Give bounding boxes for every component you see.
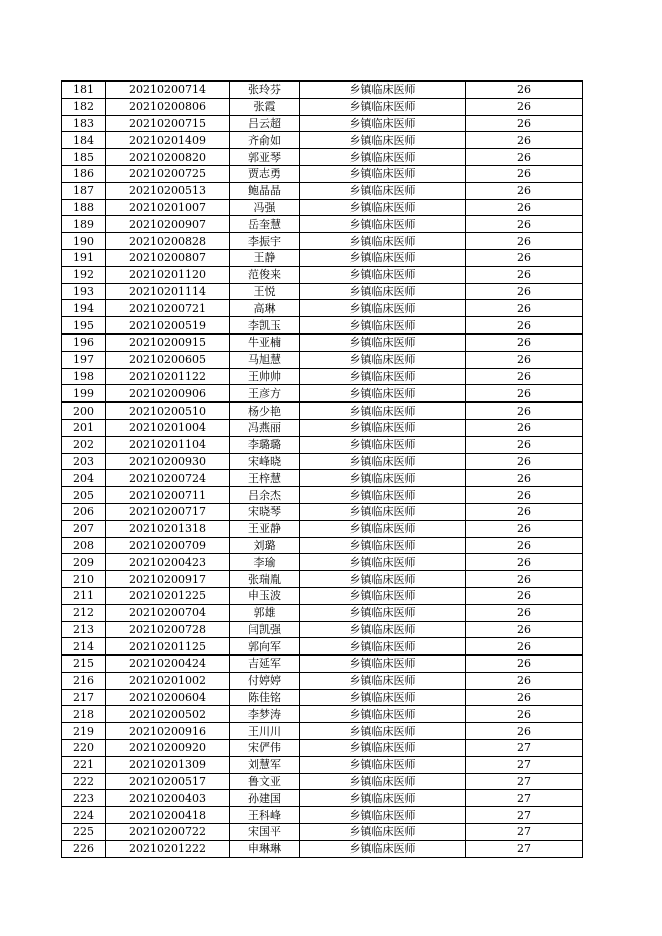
name-cell: 申玉波 bbox=[230, 587, 300, 604]
rank-cell: 188 bbox=[62, 199, 106, 216]
table-row bbox=[62, 249, 583, 266]
position-cell: 乡镇临床医师 bbox=[300, 266, 466, 283]
table-row bbox=[62, 689, 583, 706]
exam-id-cell: 20210200418 bbox=[106, 807, 230, 824]
rank-cell: 192 bbox=[62, 266, 106, 283]
position-cell: 乡镇临床医师 bbox=[300, 368, 466, 385]
score-cell: 27 bbox=[466, 840, 583, 857]
name-cell: 孙建国 bbox=[230, 790, 300, 807]
exam-id-cell: 20210200907 bbox=[106, 216, 230, 233]
rank-cell: 213 bbox=[62, 621, 106, 638]
rank-cell: 190 bbox=[62, 233, 106, 250]
name-cell: 王科峰 bbox=[230, 807, 300, 824]
name-cell: 王梓慧 bbox=[230, 470, 300, 487]
name-cell: 刘慧军 bbox=[230, 756, 300, 773]
exam-id-cell: 20210200513 bbox=[106, 182, 230, 199]
exam-id-cell: 20210201004 bbox=[106, 419, 230, 436]
position-cell: 乡镇临床医师 bbox=[300, 756, 466, 773]
exam-id-cell: 20210201409 bbox=[106, 132, 230, 149]
rank-cell: 208 bbox=[62, 537, 106, 554]
rank-cell: 206 bbox=[62, 503, 106, 520]
rank-cell: 194 bbox=[62, 300, 106, 317]
table-row bbox=[62, 756, 583, 773]
position-cell: 乡镇临床医师 bbox=[300, 790, 466, 807]
score-cell: 26 bbox=[466, 385, 583, 402]
position-cell: 乡镇临床医师 bbox=[300, 149, 466, 166]
score-cell: 27 bbox=[466, 824, 583, 841]
name-cell: 李梦涛 bbox=[230, 706, 300, 723]
position-cell: 乡镇临床医师 bbox=[300, 621, 466, 638]
exam-id-cell: 20210200403 bbox=[106, 790, 230, 807]
rank-cell: 200 bbox=[62, 402, 106, 419]
position-cell: 乡镇临床医师 bbox=[300, 216, 466, 233]
exam-id-cell: 20210201114 bbox=[106, 283, 230, 300]
exam-id-cell: 20210200714 bbox=[106, 81, 230, 98]
table-row bbox=[62, 182, 583, 199]
exam-id-cell: 20210200709 bbox=[106, 537, 230, 554]
table-row bbox=[62, 419, 583, 436]
score-cell: 26 bbox=[466, 554, 583, 571]
exam-id-cell: 20210200519 bbox=[106, 317, 230, 334]
table-row bbox=[62, 266, 583, 283]
exam-id-cell: 20210201222 bbox=[106, 840, 230, 857]
position-cell: 乡镇临床医师 bbox=[300, 182, 466, 199]
exam-id-cell: 20210200722 bbox=[106, 824, 230, 841]
table-row bbox=[62, 81, 583, 98]
table-body bbox=[62, 81, 583, 857]
rank-cell: 215 bbox=[62, 655, 106, 672]
position-cell: 乡镇临床医师 bbox=[300, 537, 466, 554]
table-row bbox=[62, 571, 583, 588]
name-cell: 宋晓琴 bbox=[230, 503, 300, 520]
table-row bbox=[62, 537, 583, 554]
rank-cell: 219 bbox=[62, 723, 106, 740]
rank-cell: 205 bbox=[62, 487, 106, 504]
name-cell: 齐俞如 bbox=[230, 132, 300, 149]
name-cell: 郭向军 bbox=[230, 638, 300, 655]
rank-cell: 204 bbox=[62, 470, 106, 487]
position-cell: 乡镇临床医师 bbox=[300, 115, 466, 132]
position-cell: 乡镇临床医师 bbox=[300, 840, 466, 857]
score-cell: 26 bbox=[466, 199, 583, 216]
score-cell: 26 bbox=[466, 723, 583, 740]
position-cell: 乡镇临床医师 bbox=[300, 773, 466, 790]
table-row bbox=[62, 520, 583, 537]
rank-cell: 196 bbox=[62, 334, 106, 351]
score-cell: 26 bbox=[466, 283, 583, 300]
name-cell: 刘璐 bbox=[230, 537, 300, 554]
exam-id-cell: 20210201120 bbox=[106, 266, 230, 283]
table-row bbox=[62, 436, 583, 453]
name-cell: 吉延军 bbox=[230, 655, 300, 672]
score-cell: 26 bbox=[466, 706, 583, 723]
exam-id-cell: 20210201007 bbox=[106, 199, 230, 216]
exam-id-cell: 20210200930 bbox=[106, 453, 230, 470]
exam-id-cell: 20210200717 bbox=[106, 503, 230, 520]
name-cell: 李振宇 bbox=[230, 233, 300, 250]
rank-cell: 195 bbox=[62, 317, 106, 334]
name-cell: 鲍晶晶 bbox=[230, 182, 300, 199]
name-cell: 王静 bbox=[230, 249, 300, 266]
exam-id-cell: 20210200711 bbox=[106, 487, 230, 504]
rank-cell: 218 bbox=[62, 706, 106, 723]
score-cell: 26 bbox=[466, 115, 583, 132]
score-cell: 26 bbox=[466, 351, 583, 368]
exam-id-cell: 20210200915 bbox=[106, 334, 230, 351]
table-row bbox=[62, 368, 583, 385]
rank-cell: 221 bbox=[62, 756, 106, 773]
rank-cell: 181 bbox=[62, 81, 106, 98]
table-row bbox=[62, 165, 583, 182]
position-cell: 乡镇临床医师 bbox=[300, 453, 466, 470]
rank-cell: 209 bbox=[62, 554, 106, 571]
exam-id-cell: 20210200604 bbox=[106, 689, 230, 706]
table-row bbox=[62, 840, 583, 857]
table-row bbox=[62, 604, 583, 621]
table-row bbox=[62, 621, 583, 638]
exam-id-cell: 20210200517 bbox=[106, 773, 230, 790]
position-cell: 乡镇临床医师 bbox=[300, 706, 466, 723]
score-cell: 26 bbox=[466, 571, 583, 588]
rank-cell: 223 bbox=[62, 790, 106, 807]
exam-id-cell: 20210200605 bbox=[106, 351, 230, 368]
exam-id-cell: 20210200725 bbox=[106, 165, 230, 182]
table-row bbox=[62, 773, 583, 790]
rank-cell: 203 bbox=[62, 453, 106, 470]
table-row bbox=[62, 334, 583, 351]
name-cell: 岳奎慧 bbox=[230, 216, 300, 233]
name-cell: 高琳 bbox=[230, 300, 300, 317]
name-cell: 张玲芬 bbox=[230, 81, 300, 98]
position-cell: 乡镇临床医师 bbox=[300, 689, 466, 706]
name-cell: 宋峰晓 bbox=[230, 453, 300, 470]
position-cell: 乡镇临床医师 bbox=[300, 554, 466, 571]
exam-id-cell: 20210200704 bbox=[106, 604, 230, 621]
name-cell: 宋国平 bbox=[230, 824, 300, 841]
score-cell: 26 bbox=[466, 537, 583, 554]
table-row bbox=[62, 487, 583, 504]
score-cell: 27 bbox=[466, 807, 583, 824]
exam-id-cell: 20210200510 bbox=[106, 402, 230, 419]
name-cell: 冯燕丽 bbox=[230, 419, 300, 436]
table-row bbox=[62, 554, 583, 571]
table-row bbox=[62, 470, 583, 487]
position-cell: 乡镇临床医师 bbox=[300, 807, 466, 824]
score-cell: 26 bbox=[466, 266, 583, 283]
name-cell: 陈佳铭 bbox=[230, 689, 300, 706]
position-cell: 乡镇临床医师 bbox=[300, 740, 466, 757]
rank-cell: 193 bbox=[62, 283, 106, 300]
table-row bbox=[62, 706, 583, 723]
name-cell: 张瑞胤 bbox=[230, 571, 300, 588]
name-cell: 冯强 bbox=[230, 199, 300, 216]
rank-cell: 187 bbox=[62, 182, 106, 199]
score-cell: 26 bbox=[466, 587, 583, 604]
name-cell: 王悦 bbox=[230, 283, 300, 300]
position-cell: 乡镇临床医师 bbox=[300, 317, 466, 334]
score-cell: 26 bbox=[466, 638, 583, 655]
name-cell: 郭亚琴 bbox=[230, 149, 300, 166]
table-row bbox=[62, 723, 583, 740]
name-cell: 吕云超 bbox=[230, 115, 300, 132]
name-cell: 张霞 bbox=[230, 98, 300, 115]
table-row bbox=[62, 587, 583, 604]
rank-cell: 210 bbox=[62, 571, 106, 588]
position-cell: 乡镇临床医师 bbox=[300, 300, 466, 317]
position-cell: 乡镇临床医师 bbox=[300, 351, 466, 368]
exam-id-cell: 20210201309 bbox=[106, 756, 230, 773]
exam-id-cell: 20210200828 bbox=[106, 233, 230, 250]
score-cell: 26 bbox=[466, 621, 583, 638]
table-row bbox=[62, 132, 583, 149]
position-cell: 乡镇临床医师 bbox=[300, 520, 466, 537]
exam-id-cell: 20210200724 bbox=[106, 470, 230, 487]
rank-cell: 201 bbox=[62, 419, 106, 436]
position-cell: 乡镇临床医师 bbox=[300, 98, 466, 115]
table-row bbox=[62, 300, 583, 317]
name-cell: 王川川 bbox=[230, 723, 300, 740]
rank-cell: 183 bbox=[62, 115, 106, 132]
rank-cell: 199 bbox=[62, 385, 106, 402]
position-cell: 乡镇临床医师 bbox=[300, 470, 466, 487]
table-row bbox=[62, 740, 583, 757]
rank-cell: 202 bbox=[62, 436, 106, 453]
exam-id-cell: 20210200916 bbox=[106, 723, 230, 740]
position-cell: 乡镇临床医师 bbox=[300, 334, 466, 351]
rank-cell: 198 bbox=[62, 368, 106, 385]
ranking-table bbox=[61, 80, 583, 858]
score-cell: 26 bbox=[466, 165, 583, 182]
position-cell: 乡镇临床医师 bbox=[300, 249, 466, 266]
exam-id-cell: 20210200806 bbox=[106, 98, 230, 115]
name-cell: 王帅帅 bbox=[230, 368, 300, 385]
name-cell: 李凯玉 bbox=[230, 317, 300, 334]
rank-cell: 189 bbox=[62, 216, 106, 233]
position-cell: 乡镇临床医师 bbox=[300, 571, 466, 588]
position-cell: 乡镇临床医师 bbox=[300, 723, 466, 740]
score-cell: 27 bbox=[466, 790, 583, 807]
score-cell: 26 bbox=[466, 317, 583, 334]
exam-id-cell: 20210200423 bbox=[106, 554, 230, 571]
exam-id-cell: 20210200424 bbox=[106, 655, 230, 672]
name-cell: 李瑜 bbox=[230, 554, 300, 571]
position-cell: 乡镇临床医师 bbox=[300, 402, 466, 419]
name-cell: 范俊来 bbox=[230, 266, 300, 283]
score-cell: 26 bbox=[466, 470, 583, 487]
name-cell: 李璐璐 bbox=[230, 436, 300, 453]
exam-id-cell: 20210200906 bbox=[106, 385, 230, 402]
table-row bbox=[62, 672, 583, 689]
position-cell: 乡镇临床医师 bbox=[300, 672, 466, 689]
table-row bbox=[62, 149, 583, 166]
exam-id-cell: 20210200820 bbox=[106, 149, 230, 166]
name-cell: 付婷婷 bbox=[230, 672, 300, 689]
score-cell: 26 bbox=[466, 520, 583, 537]
table-row bbox=[62, 351, 583, 368]
exam-id-cell: 20210200807 bbox=[106, 249, 230, 266]
table-row bbox=[62, 453, 583, 470]
rank-cell: 186 bbox=[62, 165, 106, 182]
score-cell: 26 bbox=[466, 672, 583, 689]
rank-cell: 216 bbox=[62, 672, 106, 689]
score-cell: 26 bbox=[466, 81, 583, 98]
rank-cell: 211 bbox=[62, 587, 106, 604]
score-cell: 26 bbox=[466, 149, 583, 166]
rank-cell: 182 bbox=[62, 98, 106, 115]
name-cell: 杨少艳 bbox=[230, 402, 300, 419]
position-cell: 乡镇临床医师 bbox=[300, 487, 466, 504]
table-row bbox=[62, 283, 583, 300]
name-cell: 鲁文亚 bbox=[230, 773, 300, 790]
score-cell: 26 bbox=[466, 300, 583, 317]
score-cell: 26 bbox=[466, 453, 583, 470]
name-cell: 王彦方 bbox=[230, 385, 300, 402]
score-cell: 26 bbox=[466, 216, 583, 233]
name-cell: 王亚静 bbox=[230, 520, 300, 537]
table-row bbox=[62, 655, 583, 672]
name-cell: 贾志勇 bbox=[230, 165, 300, 182]
name-cell: 宋俨伟 bbox=[230, 740, 300, 757]
rank-cell: 222 bbox=[62, 773, 106, 790]
score-cell: 26 bbox=[466, 419, 583, 436]
position-cell: 乡镇临床医师 bbox=[300, 587, 466, 604]
table-row bbox=[62, 638, 583, 655]
exam-id-cell: 20210201318 bbox=[106, 520, 230, 537]
exam-id-cell: 20210201125 bbox=[106, 638, 230, 655]
table-row bbox=[62, 385, 583, 402]
score-cell: 26 bbox=[466, 402, 583, 419]
table-row bbox=[62, 317, 583, 334]
rank-cell: 214 bbox=[62, 638, 106, 655]
table-row bbox=[62, 115, 583, 132]
table-row bbox=[62, 807, 583, 824]
position-cell: 乡镇临床医师 bbox=[300, 503, 466, 520]
score-cell: 26 bbox=[466, 436, 583, 453]
rank-cell: 220 bbox=[62, 740, 106, 757]
name-cell: 闫凯强 bbox=[230, 621, 300, 638]
name-cell: 申琳琳 bbox=[230, 840, 300, 857]
table-row bbox=[62, 98, 583, 115]
name-cell: 郭雄 bbox=[230, 604, 300, 621]
exam-id-cell: 20210200721 bbox=[106, 300, 230, 317]
position-cell: 乡镇临床医师 bbox=[300, 385, 466, 402]
position-cell: 乡镇临床医师 bbox=[300, 199, 466, 216]
score-cell: 26 bbox=[466, 249, 583, 266]
table-row bbox=[62, 824, 583, 841]
rank-cell: 224 bbox=[62, 807, 106, 824]
position-cell: 乡镇临床医师 bbox=[300, 436, 466, 453]
position-cell: 乡镇临床医师 bbox=[300, 233, 466, 250]
score-cell: 26 bbox=[466, 132, 583, 149]
position-cell: 乡镇临床医师 bbox=[300, 283, 466, 300]
table-row bbox=[62, 233, 583, 250]
exam-id-cell: 20210201225 bbox=[106, 587, 230, 604]
rank-cell: 212 bbox=[62, 604, 106, 621]
exam-id-cell: 20210201002 bbox=[106, 672, 230, 689]
score-cell: 26 bbox=[466, 487, 583, 504]
rank-cell: 184 bbox=[62, 132, 106, 149]
score-cell: 27 bbox=[466, 773, 583, 790]
name-cell: 吕余杰 bbox=[230, 487, 300, 504]
position-cell: 乡镇临床医师 bbox=[300, 638, 466, 655]
score-cell: 26 bbox=[466, 98, 583, 115]
score-cell: 26 bbox=[466, 655, 583, 672]
exam-id-cell: 20210200920 bbox=[106, 740, 230, 757]
score-cell: 26 bbox=[466, 182, 583, 199]
rank-cell: 217 bbox=[62, 689, 106, 706]
table-row bbox=[62, 402, 583, 419]
table-row bbox=[62, 216, 583, 233]
table-row bbox=[62, 199, 583, 216]
position-cell: 乡镇临床医师 bbox=[300, 824, 466, 841]
exam-id-cell: 20210200502 bbox=[106, 706, 230, 723]
rank-cell: 225 bbox=[62, 824, 106, 841]
rank-cell: 226 bbox=[62, 840, 106, 857]
rank-cell: 191 bbox=[62, 249, 106, 266]
name-cell: 牛亚楠 bbox=[230, 334, 300, 351]
score-cell: 26 bbox=[466, 689, 583, 706]
exam-id-cell: 20210201122 bbox=[106, 368, 230, 385]
table-row bbox=[62, 503, 583, 520]
exam-id-cell: 20210200728 bbox=[106, 621, 230, 638]
rank-cell: 197 bbox=[62, 351, 106, 368]
table-row bbox=[62, 790, 583, 807]
score-cell: 26 bbox=[466, 233, 583, 250]
score-cell: 27 bbox=[466, 756, 583, 773]
rank-cell: 207 bbox=[62, 520, 106, 537]
exam-id-cell: 20210200917 bbox=[106, 571, 230, 588]
position-cell: 乡镇临床医师 bbox=[300, 419, 466, 436]
position-cell: 乡镇临床医师 bbox=[300, 165, 466, 182]
position-cell: 乡镇临床医师 bbox=[300, 604, 466, 621]
score-cell: 26 bbox=[466, 604, 583, 621]
position-cell: 乡镇临床医师 bbox=[300, 655, 466, 672]
score-cell: 27 bbox=[466, 740, 583, 757]
rank-cell: 185 bbox=[62, 149, 106, 166]
name-cell: 马旭慧 bbox=[230, 351, 300, 368]
exam-id-cell: 20210201104 bbox=[106, 436, 230, 453]
position-cell: 乡镇临床医师 bbox=[300, 81, 466, 98]
score-cell: 26 bbox=[466, 368, 583, 385]
score-cell: 26 bbox=[466, 503, 583, 520]
score-cell: 26 bbox=[466, 334, 583, 351]
position-cell: 乡镇临床医师 bbox=[300, 132, 466, 149]
exam-id-cell: 20210200715 bbox=[106, 115, 230, 132]
